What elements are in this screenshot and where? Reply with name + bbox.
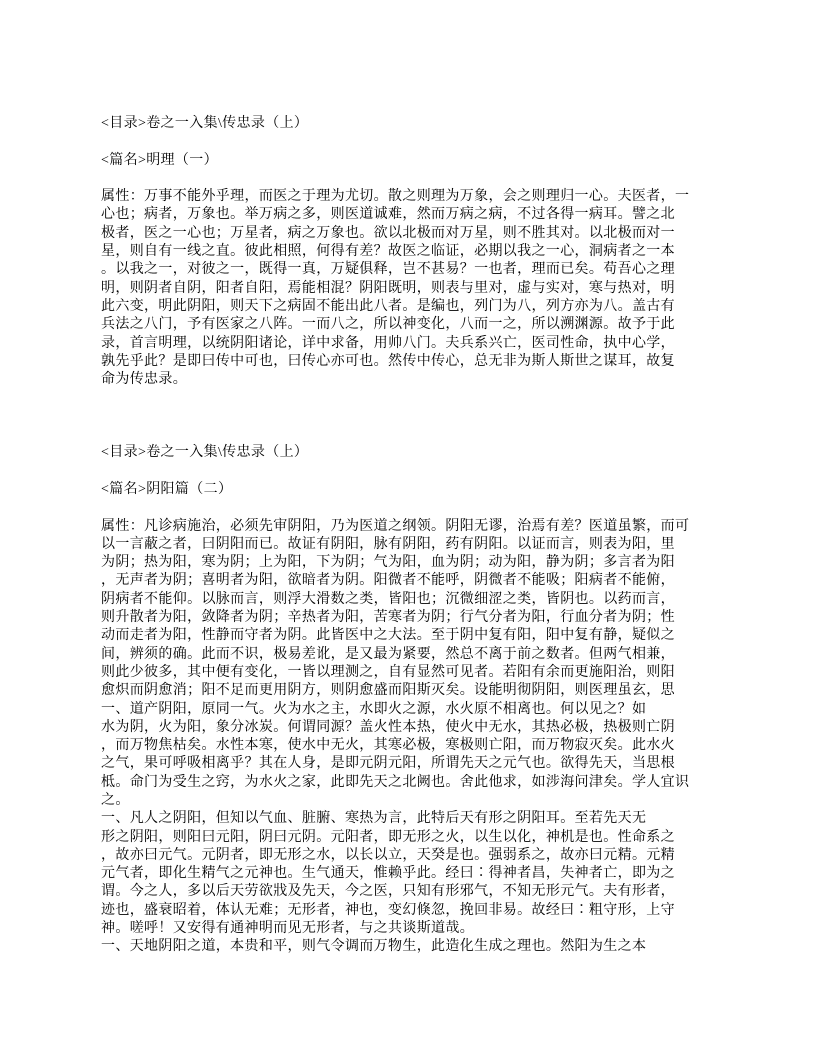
body-line: 星，则自有一线之直。彼此相照，何得有差？故医之临证，必期以我之一心，洞病者之一本	[101, 244, 675, 260]
blank-line	[101, 463, 716, 481]
body-line: 之。	[101, 792, 130, 808]
body-line: 一、天地阴阳之道，本贵和平，则气令调而万物生，此造化生成之理也。然阳为生之本	[101, 939, 647, 955]
body-line: 神。嗟呼！又安得有通神明而见无形者，与之共谈斯道哉。	[101, 921, 475, 937]
body-line: 阴病者不能仰。以脉而言，则浮大滑数之类，皆阳也；沉微细涩之类，皆阴也。以药而言，	[101, 591, 675, 607]
body-line: 为阴；热为阳，寒为阴；上为阳，下为阴；气为阳，血为阴；动为阳，静为阴；多言者为阳	[101, 555, 675, 571]
body-line: 心也；病者，万象也。举万病之多，则医道诚难，然而万病之病，不过各得一病耳。譬之北	[101, 207, 675, 223]
body-line: 元气者，即化生精气之元神也。生气通天，惟赖乎此。经曰∶得神者昌，失神者亡，即为之	[101, 866, 675, 882]
body-line: 形之阴阳，则阳曰元阳，阴曰元阴。元阳者，即无形之火，以生以化，神机是也。性命系之	[101, 829, 675, 845]
toc-line: <目录>卷之一入集\传忠录（上）	[101, 445, 309, 461]
section-yinyang	[101, 444, 716, 956]
blank-line	[101, 499, 716, 517]
body-line: 极者，医之一心也；万星者，病之万象也。欲以北极而对万星，则不胜其对。以北极而对一	[101, 225, 675, 241]
body-line: 属性：凡诊病施治，必须先审阴阳，乃为医道之纲领。阴阳无谬，治焉有差？医道虽繁，而可	[101, 518, 690, 534]
blank-line	[101, 170, 716, 188]
section-mingli	[101, 115, 716, 389]
body-line: ，而万物焦枯矣。水性本寒，使水中无火，其寒必极，寒极则亡阳，而万物寂灭矣。此水火	[101, 738, 675, 754]
body-line: 愈炽而阴愈消；阳不足而更用阴方，则阴愈盛而阳斯灭矣。设能明彻阴阳，则医理虽玄，思	[101, 683, 675, 699]
body-line: 动而走者为阳，性静而守者为阴。此皆医中之大法。至于阴中复有阳，阳中复有静，疑似之	[101, 628, 675, 644]
body-line: 此六变，明此阴阳，则天下之病固不能出此八者。是编也，列门为八，列方亦为八。盖古有	[101, 298, 675, 314]
body-line: 一、凡人之阴阳，但知以气血、脏腑、寒热为言，此特后天有形之阴阳耳。至若先天无	[101, 811, 647, 827]
body-line: 谓。今之人，多以后天劳欲戕及先天，今之医，只知有形邪气，不知无形元气。夫有形者，	[101, 884, 675, 900]
body-line: 。以我之一，对彼之一，既得一真，万疑俱释，岂不甚易？一也者，理而已矣。苟吾心之理	[101, 262, 675, 278]
body-line: ，故亦曰元气。元阴者，即无形之水，以长以立，天癸是也。强弱系之，故亦曰元精。元精	[101, 847, 675, 863]
body-line: 录，首言明理，以统阴阳诸论，详中求备，用帅八门。夫兵系兴亡，医司性命，执中心学，	[101, 335, 675, 351]
body-line: 柢。命门为受生之窍，为水火之家，此即先天之北阙也。舍此他求，如涉海问津矣。学人宜识	[101, 774, 690, 790]
body-line: 间，辨须的确。此而不识，极易差讹，是又最为紧要，然总不离于前之数者。但两气相兼，	[101, 646, 675, 662]
blank-line	[101, 133, 716, 151]
blank-line	[101, 408, 716, 426]
body-line: 一、道产阴阳，原同一气。火为水之主，水即火之源，水火原不相离也。何以见之？如	[101, 701, 647, 717]
body-line: 以一言蔽之者，曰阴阳而已。故证有阴阳，脉有阴阳，药有阴阳。以证而言，则表为阳，里	[101, 536, 675, 552]
body-line: 则升散者为阳，敛降者为阴；辛热者为阳，苦寒者为阴；行气分者为阳，行血分者为阴；性	[101, 610, 675, 626]
body-line: 之气，果可呼吸相离乎？其在人身，是即元阴元阳，所谓先天之元气也。欲得先天，当思根	[101, 756, 675, 772]
chapter-title: <篇名>明理（一）	[101, 152, 218, 168]
blank-line	[101, 426, 716, 444]
blank-line	[101, 389, 716, 407]
body-line: 水为阴，火为阳，象分冰炭。何谓同源？盖火性本热，使火中无水，其热必极，热极则亡阴	[101, 719, 675, 735]
chapter-title: <篇名>阴阳篇（二）	[101, 481, 233, 497]
body-line: 命为传忠录。	[101, 372, 188, 388]
body-line: 迹也，盛衰昭着，体认无难；无形者，神也，变幻倏忽，挽回非易。故经曰∶粗守形，上守	[101, 902, 675, 918]
body-line: 明，则阴者自阴，阳者自阳，焉能相混？阴阳既明，则表与里对，虚与实对，寒与热对，明	[101, 280, 675, 296]
body-line: 则此少彼多，其中便有变化，一皆以理测之，自有显然可见者。若阳有余而更施阳治，则阳	[101, 664, 675, 680]
toc-line: <目录>卷之一入集\传忠录（上）	[101, 116, 309, 131]
body-line: 孰先乎此？是即曰传中可也，曰传心亦可也。然传中传心，总无非为斯人斯世之谋耳，故复	[101, 353, 675, 369]
body-line: 属性：万事不能外乎理，而医之于理为尤切。散之则理为万象，会之则理归一心。夫医者，一	[101, 189, 690, 205]
body-line: 兵法之八门，予有医家之八阵。一而八之，所以神变化，八而一之，所以溯渊源。故予于此	[101, 317, 675, 333]
body-line: ，无声者为阴；喜明者为阳，欲暗者为阴。阳微者不能呼，阴微者不能吸；阳病者不能俯，	[101, 573, 675, 589]
